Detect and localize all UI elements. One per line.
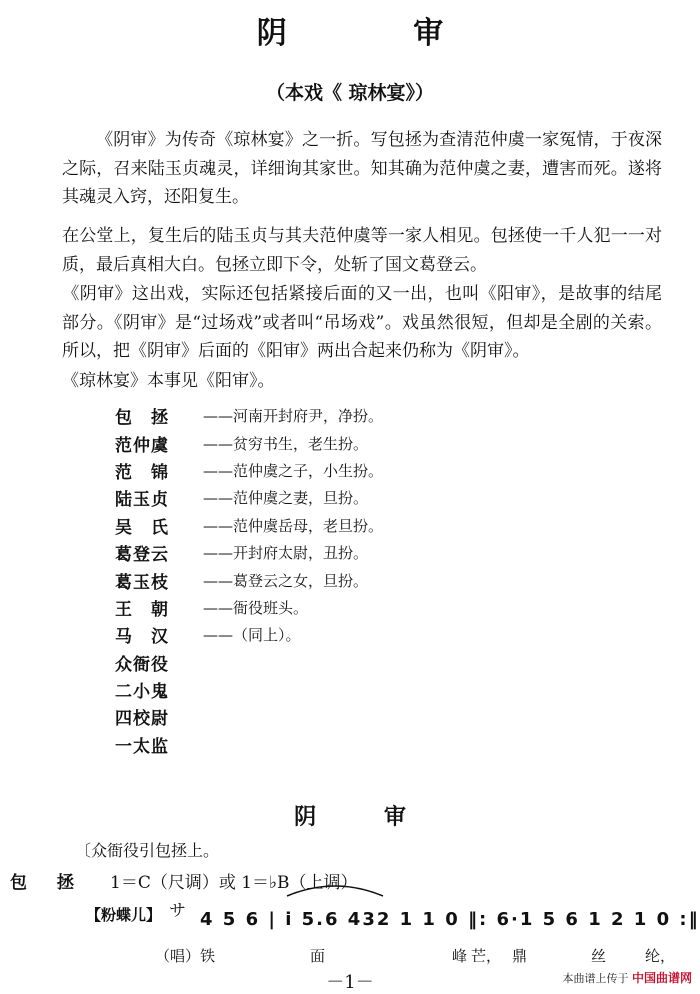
cast-item: 众衙役 bbox=[115, 654, 169, 675]
cast-item: 吴 氏 ——范仲虞岳母，老旦扮。 bbox=[115, 516, 384, 538]
cast-item: 葛玉枝 ——葛登云之女，旦扮。 bbox=[115, 571, 369, 593]
score-character: 包 拯 bbox=[10, 873, 86, 893]
subtitle: （本戏《 琼林宴》） bbox=[265, 82, 435, 104]
notation-line: 4 5 6 | i 5.6 432 1 1 0 ‖: 6·1 5 6 1 2 1 0 :‖ bbox=[200, 909, 700, 930]
lyric-syllable: 丝 bbox=[591, 947, 607, 965]
cast-item: 葛登云 ——开封府太尉，丑扮。 bbox=[115, 544, 369, 566]
stage-direction: 〔众衙役引包拯上。 bbox=[75, 841, 220, 860]
tune-name: 【粉蝶儿】 bbox=[86, 906, 162, 924]
lyric-syllable: （唱）铁 bbox=[155, 947, 216, 965]
lyric-syllable: 纶， bbox=[645, 947, 676, 965]
lyric-syllable: 面 bbox=[310, 947, 326, 965]
cast-item: 一太监 bbox=[115, 736, 169, 757]
intro-paragraph-4: 《琼林宴》本事见《阳审》。 bbox=[62, 371, 275, 391]
cast-item: 范 锦 ——范仲虞之子，小生扮。 bbox=[115, 461, 384, 483]
cast-item: 范仲虞 ——贫穷书生，老生扮。 bbox=[115, 434, 369, 456]
cast-item: 包 拯 ——河南开封府尹，净扮。 bbox=[115, 407, 384, 429]
intro-paragraph-3: 《阴审》这出戏，实际还包括紧接后面的又一出，也叫《阳审》，是故事的结尾部分。《阴审》是“过场戏”或者叫“吊场戏”。戏虽然很短，但却是全剧的关索。所以，把《阴审》后面的《阳审》两出合起来仍称为《阴审》。 bbox=[62, 284, 662, 361]
slur-mark bbox=[285, 880, 385, 900]
intro-paragraph-2: 在公堂上，复生后的陆玉贞与其夫范仲虞等一家人相见。包拯使一千人犯一一对质，最后真相大白。包拯立即下令，处斩了国文葛登云。 bbox=[62, 226, 662, 275]
lyric-syllable: 鼎 bbox=[512, 947, 528, 965]
brand-logo: 中国曲谱网 bbox=[631, 971, 692, 985]
cast-item: 马 汉 ——（同上）。 bbox=[115, 626, 301, 648]
intro-paragraph-1: 《阴审》为传奇《琼林宴》之一折。写包拯为查清范仲虞一家冤情，于夜深之际，召来陆玉贞魂灵，详细询其家世。知其确为范仲虞之妻，遭害而死。遂将其魂灵入窍，还阳复生。 bbox=[62, 130, 662, 207]
cast-list bbox=[115, 402, 383, 758]
cast-item: 陆玉贞 ——范仲虞之妻，旦扮。 bbox=[115, 489, 369, 511]
lyric-syllable: 芒， bbox=[471, 947, 502, 965]
key-signature: 1＝C（尺调）或 1＝♭B（上调） bbox=[110, 873, 358, 893]
page-number: －1－ bbox=[326, 972, 374, 993]
cast-item: 二小鬼 bbox=[115, 682, 169, 703]
cast-item: 四校尉 bbox=[115, 709, 169, 730]
score-title: 阴 审 bbox=[294, 804, 436, 830]
page-title: 阴 审 bbox=[256, 16, 502, 51]
cast-item: 王 朝 ——衙役班头。 bbox=[115, 598, 309, 620]
lyric-syllable: 峰 bbox=[452, 947, 468, 965]
tempo-mark: サ bbox=[169, 901, 186, 921]
watermark: 本曲谱上传于 中国曲谱网 bbox=[562, 971, 692, 985]
